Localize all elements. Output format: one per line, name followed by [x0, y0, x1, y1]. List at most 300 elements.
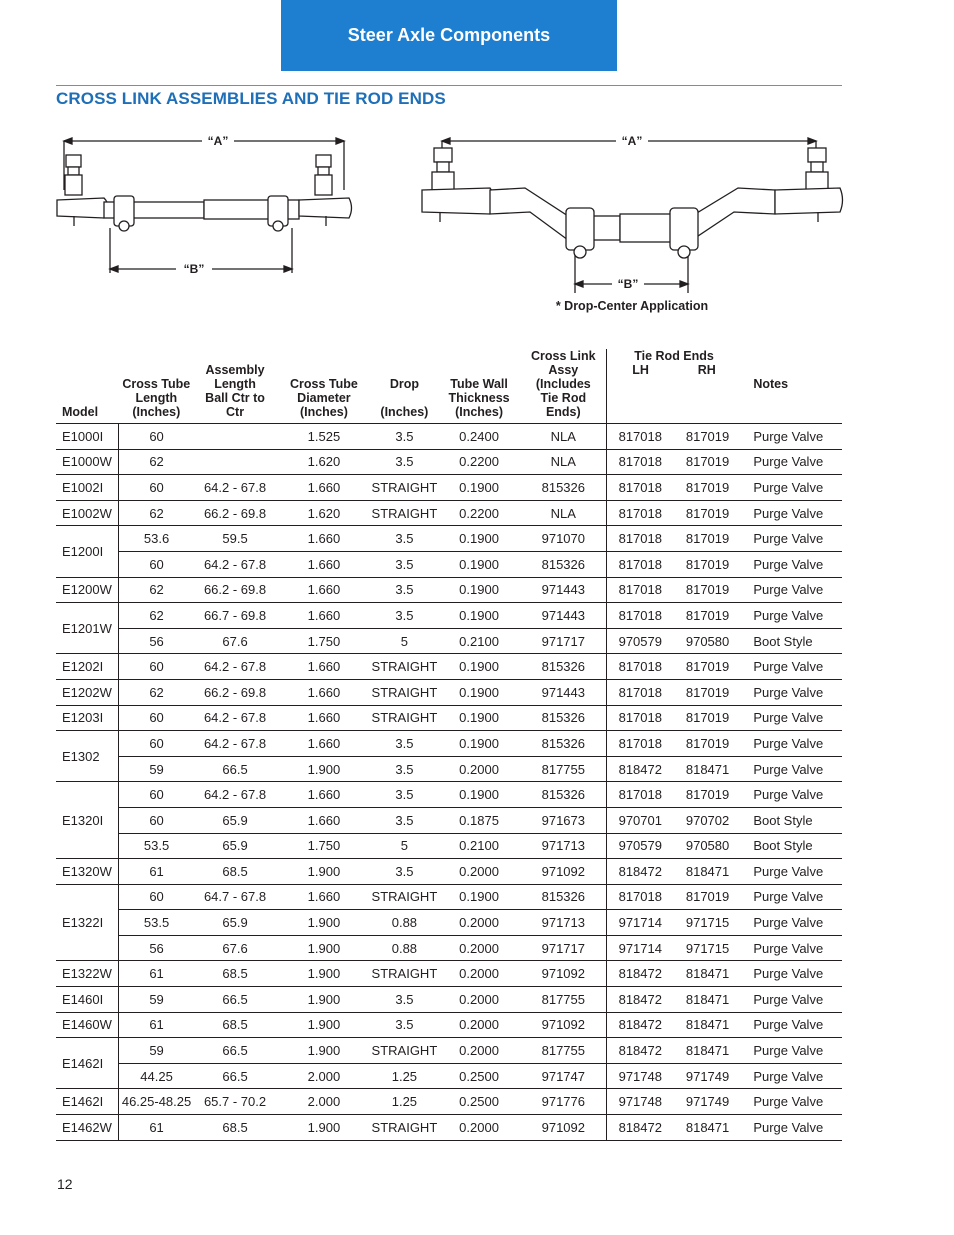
section-title: CROSS LINK ASSEMBLIES AND TIE ROD ENDS [56, 89, 446, 108]
cell-rh: 818471 [674, 1012, 742, 1038]
header-tube-wall: Tube Wall Thickness (Inches) [437, 349, 521, 424]
cell-cross-tube-length: 56 [119, 935, 194, 961]
table-header-row [56, 349, 842, 424]
header-tab-title: Steer Axle Components [347, 25, 551, 45]
cell-tube-wall: 0.2000 [437, 1012, 521, 1038]
table-row [56, 1012, 842, 1038]
cell-model: E1000W [56, 449, 119, 475]
straight-cross-link-figure [54, 128, 354, 278]
cell-drop: 3.5 [372, 859, 438, 885]
cell-lh: 971748 [606, 1089, 674, 1115]
cell-tube-wall: 0.2200 [437, 500, 521, 526]
cell-cross-link-assy: 817755 [521, 756, 606, 782]
cell-assembly-length: 68.5 [194, 1115, 277, 1141]
cell-cross-tube-length: 56 [119, 628, 194, 654]
cell-tube-wall: 0.2000 [437, 1115, 521, 1141]
cell-assembly-length: 67.6 [194, 935, 277, 961]
cell-cross-tube-length: 61 [119, 1012, 194, 1038]
cell-rh: 971749 [674, 1089, 742, 1115]
cell-assembly-length: 64.2 - 67.8 [194, 551, 277, 577]
cell-notes: Purge Valve [741, 1038, 842, 1064]
table-row [56, 449, 842, 475]
cell-rh: 818471 [674, 987, 742, 1013]
cell-drop: STRAIGHT [372, 961, 438, 987]
header-model: Model [56, 349, 119, 424]
table-row [56, 1089, 842, 1115]
cell-notes: Purge Valve [741, 884, 842, 910]
cell-cross-tube-diameter: 1.525 [276, 424, 371, 450]
cell-assembly-length: 64.2 - 67.8 [194, 475, 277, 501]
header-assembly-length: Assembly Length Ball Ctr to Ctr [194, 349, 277, 424]
cell-lh: 818472 [606, 859, 674, 885]
cell-cross-tube-length: 62 [119, 577, 194, 603]
cell-cross-link-assy: 815326 [521, 475, 606, 501]
cell-cross-tube-diameter: 1.900 [276, 1038, 371, 1064]
cell-drop: 1.25 [372, 1089, 438, 1115]
cell-model: E1202W [56, 679, 119, 705]
cell-cross-tube-diameter: 1.660 [276, 526, 371, 552]
cell-tube-wall: 0.1900 [437, 782, 521, 808]
cell-assembly-length: 68.5 [194, 961, 277, 987]
cell-model: E1200W [56, 577, 119, 603]
cell-cross-tube-diameter: 1.660 [276, 654, 371, 680]
cell-notes: Purge Valve [741, 526, 842, 552]
cell-tube-wall: 0.2000 [437, 910, 521, 936]
cell-model: E1462I [56, 1038, 119, 1089]
cell-rh: 971749 [674, 1063, 742, 1089]
cell-drop: 0.88 [372, 910, 438, 936]
cell-notes: Purge Valve [741, 654, 842, 680]
cell-lh: 818472 [606, 987, 674, 1013]
cell-cross-link-assy: 971092 [521, 1115, 606, 1141]
cell-cross-tube-diameter: 1.900 [276, 756, 371, 782]
table-row [56, 833, 842, 859]
cell-rh: 817019 [674, 731, 742, 757]
cell-assembly-length: 66.2 - 69.8 [194, 577, 277, 603]
cell-model: E1460I [56, 987, 119, 1013]
cell-cross-link-assy: 971717 [521, 935, 606, 961]
header-tab [281, 0, 617, 71]
cell-assembly-length: 66.5 [194, 1038, 277, 1064]
cell-lh: 817018 [606, 526, 674, 552]
cell-assembly-length [194, 424, 277, 450]
cell-cross-tube-length: 60 [119, 424, 194, 450]
cell-model: E1002W [56, 500, 119, 526]
cell-cross-tube-length: 59 [119, 1038, 194, 1064]
table-row [56, 961, 842, 987]
cell-lh: 818472 [606, 1012, 674, 1038]
cell-notes: Purge Valve [741, 449, 842, 475]
cell-model: E1322I [56, 884, 119, 961]
cell-cross-tube-length: 62 [119, 449, 194, 475]
cell-model: E1302 [56, 731, 119, 782]
table-row [56, 475, 842, 501]
cell-cross-tube-diameter: 1.900 [276, 987, 371, 1013]
cell-cross-tube-length: 60 [119, 654, 194, 680]
cell-rh: 970580 [674, 833, 742, 859]
cell-cross-link-assy: NLA [521, 424, 606, 450]
cell-cross-tube-diameter: 1.660 [276, 884, 371, 910]
cell-notes: Purge Valve [741, 424, 842, 450]
cell-cross-tube-diameter: 1.900 [276, 859, 371, 885]
cell-cross-link-assy: 815326 [521, 654, 606, 680]
cell-cross-tube-diameter: 1.660 [276, 551, 371, 577]
cross-link-table [56, 349, 842, 1141]
cell-notes: Purge Valve [741, 756, 842, 782]
cell-lh: 817018 [606, 551, 674, 577]
cell-drop: 3.5 [372, 987, 438, 1013]
table-row [56, 705, 842, 731]
cell-cross-tube-diameter: 1.750 [276, 628, 371, 654]
cell-model: E1203I [56, 705, 119, 731]
cell-tube-wall: 0.1900 [437, 654, 521, 680]
cell-notes: Purge Valve [741, 475, 842, 501]
table-body [56, 424, 842, 1141]
cell-rh: 818471 [674, 961, 742, 987]
cell-lh: 818472 [606, 961, 674, 987]
cell-assembly-length: 64.7 - 67.8 [194, 884, 277, 910]
cell-tube-wall: 0.1900 [437, 603, 521, 629]
cell-tube-wall: 0.2000 [437, 935, 521, 961]
cell-notes: Purge Valve [741, 987, 842, 1013]
table-row [56, 1063, 842, 1089]
header-drop: Drop (Inches) [372, 349, 438, 424]
cell-tube-wall: 0.1900 [437, 731, 521, 757]
cell-assembly-length: 66.2 - 69.8 [194, 500, 277, 526]
cell-cross-link-assy: 971443 [521, 577, 606, 603]
cell-assembly-length: 64.2 - 67.8 [194, 654, 277, 680]
cell-lh: 817018 [606, 654, 674, 680]
cell-drop: 3.5 [372, 756, 438, 782]
cell-cross-tube-length: 60 [119, 551, 194, 577]
cell-lh: 971714 [606, 910, 674, 936]
cell-drop: 3.5 [372, 782, 438, 808]
cell-cross-tube-diameter: 1.620 [276, 449, 371, 475]
cell-tube-wall: 0.1900 [437, 526, 521, 552]
cell-notes: Purge Valve [741, 1012, 842, 1038]
cell-cross-tube-length: 61 [119, 1115, 194, 1141]
cell-rh: 817019 [674, 551, 742, 577]
cell-cross-tube-length: 53.5 [119, 833, 194, 859]
cell-rh: 971715 [674, 935, 742, 961]
cell-cross-tube-length: 46.25-48.25 [119, 1089, 194, 1115]
cell-tube-wall: 0.1900 [437, 884, 521, 910]
cell-assembly-length: 65.9 [194, 807, 277, 833]
cell-cross-link-assy: 971443 [521, 603, 606, 629]
table-row [56, 782, 842, 808]
table-row [56, 628, 842, 654]
cell-rh: 817019 [674, 424, 742, 450]
cell-notes: Purge Valve [741, 551, 842, 577]
cell-rh: 818471 [674, 756, 742, 782]
table-row [56, 500, 842, 526]
table-row [56, 526, 842, 552]
cell-tube-wall: 0.1900 [437, 475, 521, 501]
dimension-b-label: “B” [617, 277, 639, 291]
cell-model: E1000I [56, 424, 119, 450]
cell-cross-tube-diameter: 1.750 [276, 833, 371, 859]
cell-assembly-length: 66.5 [194, 987, 277, 1013]
cell-rh: 817019 [674, 500, 742, 526]
cell-lh: 817018 [606, 424, 674, 450]
cell-model: E1462I [56, 1089, 119, 1115]
cell-tube-wall: 0.1900 [437, 577, 521, 603]
cell-cross-tube-length: 44.25 [119, 1063, 194, 1089]
cell-rh: 817019 [674, 577, 742, 603]
cell-tube-wall: 0.2000 [437, 961, 521, 987]
cell-cross-tube-diameter: 1.660 [276, 705, 371, 731]
cell-cross-tube-diameter: 1.900 [276, 961, 371, 987]
table-row [56, 1038, 842, 1064]
cell-rh: 817019 [674, 449, 742, 475]
cell-cross-link-assy: NLA [521, 500, 606, 526]
cell-rh: 818471 [674, 1115, 742, 1141]
table-row [56, 1115, 842, 1141]
header-notes: Notes [741, 349, 842, 424]
header-tie-rod-ends [606, 349, 741, 424]
cell-cross-link-assy: 971443 [521, 679, 606, 705]
cell-assembly-length: 68.5 [194, 1012, 277, 1038]
cell-cross-tube-diameter: 1.900 [276, 910, 371, 936]
table-row [56, 603, 842, 629]
cell-notes: Purge Valve [741, 961, 842, 987]
cell-assembly-length: 65.7 - 70.2 [194, 1089, 277, 1115]
cell-lh: 817018 [606, 679, 674, 705]
cell-notes: Purge Valve [741, 935, 842, 961]
cell-drop: 0.88 [372, 935, 438, 961]
cell-lh: 971714 [606, 935, 674, 961]
cell-tube-wall: 0.2000 [437, 987, 521, 1013]
table-row [56, 935, 842, 961]
cell-lh: 817018 [606, 449, 674, 475]
cell-cross-tube-length: 62 [119, 603, 194, 629]
cell-drop: STRAIGHT [372, 884, 438, 910]
cell-cross-tube-diameter: 1.620 [276, 500, 371, 526]
table-row [56, 859, 842, 885]
cell-cross-tube-diameter: 1.660 [276, 782, 371, 808]
cell-drop: 5 [372, 833, 438, 859]
cell-tube-wall: 0.1900 [437, 679, 521, 705]
cell-cross-tube-length: 60 [119, 807, 194, 833]
cell-cross-tube-diameter: 1.900 [276, 1115, 371, 1141]
cell-rh: 818471 [674, 859, 742, 885]
cell-lh: 817018 [606, 731, 674, 757]
table-row [56, 551, 842, 577]
cell-assembly-length [194, 449, 277, 475]
cell-lh: 817018 [606, 475, 674, 501]
header-cross-link: Cross Link Assy (Includes Tie Rod Ends) [521, 349, 606, 424]
cell-rh: 970702 [674, 807, 742, 833]
cell-lh: 817018 [606, 782, 674, 808]
header-rh: RH [697, 363, 716, 377]
cell-notes: Purge Valve [741, 500, 842, 526]
cell-cross-tube-diameter: 1.900 [276, 1012, 371, 1038]
cell-cross-tube-length: 60 [119, 782, 194, 808]
cell-rh: 817019 [674, 884, 742, 910]
cell-cross-link-assy: 971747 [521, 1063, 606, 1089]
cell-rh: 817019 [674, 475, 742, 501]
cell-cross-link-assy: 971713 [521, 910, 606, 936]
cell-cross-tube-diameter: 1.660 [276, 807, 371, 833]
cell-cross-link-assy: 971673 [521, 807, 606, 833]
cell-cross-link-assy: 971092 [521, 1012, 606, 1038]
cell-tube-wall: 0.2100 [437, 833, 521, 859]
cell-drop: 3.5 [372, 807, 438, 833]
cell-assembly-length: 68.5 [194, 859, 277, 885]
cell-model: E1200I [56, 526, 119, 577]
cell-notes: Purge Valve [741, 679, 842, 705]
cell-cross-tube-diameter: 1.660 [276, 475, 371, 501]
cell-drop: 3.5 [372, 526, 438, 552]
cell-cross-link-assy: 971713 [521, 833, 606, 859]
cell-lh: 818472 [606, 756, 674, 782]
cell-lh: 817018 [606, 500, 674, 526]
dimension-b-label: “B” [183, 262, 205, 276]
cell-tube-wall: 0.2500 [437, 1063, 521, 1089]
cell-model: E1202I [56, 654, 119, 680]
cell-lh: 817018 [606, 884, 674, 910]
cell-cross-link-assy: 815326 [521, 705, 606, 731]
cell-assembly-length: 64.2 - 67.8 [194, 705, 277, 731]
cell-model: E1320I [56, 782, 119, 859]
cell-notes: Purge Valve [741, 782, 842, 808]
cell-notes: Purge Valve [741, 1089, 842, 1115]
cell-notes: Purge Valve [741, 705, 842, 731]
cell-tube-wall: 0.2000 [437, 1038, 521, 1064]
cell-assembly-length: 66.2 - 69.8 [194, 679, 277, 705]
cell-tube-wall: 0.2400 [437, 424, 521, 450]
cell-lh: 970579 [606, 628, 674, 654]
cell-cross-link-assy: 971776 [521, 1089, 606, 1115]
header-cross-tube-diameter: Cross Tube Diameter (Inches) [276, 349, 371, 424]
cell-notes: Purge Valve [741, 859, 842, 885]
cell-tube-wall: 0.2200 [437, 449, 521, 475]
cell-drop: STRAIGHT [372, 1115, 438, 1141]
cell-cross-tube-diameter: 1.900 [276, 935, 371, 961]
cell-cross-tube-length: 53.6 [119, 526, 194, 552]
cell-tube-wall: 0.1900 [437, 551, 521, 577]
cell-drop: 3.5 [372, 577, 438, 603]
cell-cross-tube-diameter: 1.660 [276, 679, 371, 705]
cell-model: E1320W [56, 859, 119, 885]
cell-tube-wall: 0.2000 [437, 859, 521, 885]
cell-cross-tube-diameter: 2.000 [276, 1063, 371, 1089]
table-row [56, 731, 842, 757]
cell-assembly-length: 59.5 [194, 526, 277, 552]
cell-drop: STRAIGHT [372, 705, 438, 731]
cell-notes: Purge Valve [741, 910, 842, 936]
cell-drop: 3.5 [372, 449, 438, 475]
dimension-a-label: “A” [207, 134, 229, 148]
dimension-a-label: “A” [621, 134, 643, 148]
cell-lh: 970579 [606, 833, 674, 859]
cell-lh: 817018 [606, 603, 674, 629]
cell-cross-tube-length: 62 [119, 500, 194, 526]
cell-rh: 970580 [674, 628, 742, 654]
table-row [56, 424, 842, 450]
header-divider [56, 85, 842, 86]
cell-drop: STRAIGHT [372, 654, 438, 680]
cell-cross-tube-length: 60 [119, 884, 194, 910]
cell-tube-wall: 0.1900 [437, 705, 521, 731]
cell-lh: 817018 [606, 577, 674, 603]
cell-rh: 817019 [674, 705, 742, 731]
cell-cross-link-assy: 817755 [521, 1038, 606, 1064]
cell-drop: STRAIGHT [372, 500, 438, 526]
drop-center-cross-link-figure [420, 128, 845, 318]
cell-drop: STRAIGHT [372, 475, 438, 501]
cell-tube-wall: 0.2100 [437, 628, 521, 654]
table-row [56, 679, 842, 705]
cell-notes: Purge Valve [741, 1115, 842, 1141]
cell-notes: Purge Valve [741, 731, 842, 757]
cell-drop: 1.25 [372, 1063, 438, 1089]
page-number: 12 [57, 1176, 73, 1192]
cell-cross-tube-length: 60 [119, 475, 194, 501]
cell-model: E1322W [56, 961, 119, 987]
cell-cross-link-assy: 815326 [521, 782, 606, 808]
cell-cross-link-assy: 971717 [521, 628, 606, 654]
cell-assembly-length: 65.9 [194, 910, 277, 936]
cell-lh: 817018 [606, 705, 674, 731]
cell-cross-link-assy: 971092 [521, 859, 606, 885]
cell-cross-tube-diameter: 1.660 [276, 577, 371, 603]
cell-cross-link-assy: 815326 [521, 884, 606, 910]
cell-notes: Boot Style [741, 628, 842, 654]
cell-assembly-length: 66.7 - 69.8 [194, 603, 277, 629]
cell-drop: STRAIGHT [372, 679, 438, 705]
cell-rh: 971715 [674, 910, 742, 936]
header-cross-tube-length: Cross Tube Length (Inches) [119, 349, 194, 424]
cell-cross-tube-diameter: 2.000 [276, 1089, 371, 1115]
cell-cross-tube-length: 59 [119, 756, 194, 782]
cell-cross-link-assy: 815326 [521, 731, 606, 757]
cell-tube-wall: 0.2000 [437, 756, 521, 782]
cell-cross-link-assy: 817755 [521, 987, 606, 1013]
cell-assembly-length: 67.6 [194, 628, 277, 654]
cell-notes: Purge Valve [741, 603, 842, 629]
cell-lh: 818472 [606, 1038, 674, 1064]
cell-assembly-length: 64.2 - 67.8 [194, 782, 277, 808]
cell-cross-tube-diameter: 1.660 [276, 731, 371, 757]
cell-cross-tube-length: 59 [119, 987, 194, 1013]
cell-cross-tube-length: 60 [119, 731, 194, 757]
cell-model: E1460W [56, 1012, 119, 1038]
cell-notes: Boot Style [741, 833, 842, 859]
cell-drop: 5 [372, 628, 438, 654]
cell-drop: 3.5 [372, 603, 438, 629]
cell-notes: Purge Valve [741, 577, 842, 603]
cell-lh: 970701 [606, 807, 674, 833]
cell-model: E1201W [56, 603, 119, 654]
cell-assembly-length: 66.5 [194, 756, 277, 782]
cell-rh: 817019 [674, 679, 742, 705]
cell-drop: STRAIGHT [372, 1038, 438, 1064]
header-tie-rod-ends-title: Tie Rod Ends [634, 349, 714, 363]
cell-drop: 3.5 [372, 731, 438, 757]
cell-rh: 817019 [674, 782, 742, 808]
table-row [56, 807, 842, 833]
header-lh: LH [632, 363, 649, 377]
cell-cross-link-assy: 815326 [521, 551, 606, 577]
table-row [56, 756, 842, 782]
cell-assembly-length: 65.9 [194, 833, 277, 859]
cell-rh: 817019 [674, 654, 742, 680]
cell-cross-tube-length: 62 [119, 679, 194, 705]
cell-tube-wall: 0.2500 [437, 1089, 521, 1115]
cell-rh: 818471 [674, 1038, 742, 1064]
cell-rh: 817019 [674, 526, 742, 552]
